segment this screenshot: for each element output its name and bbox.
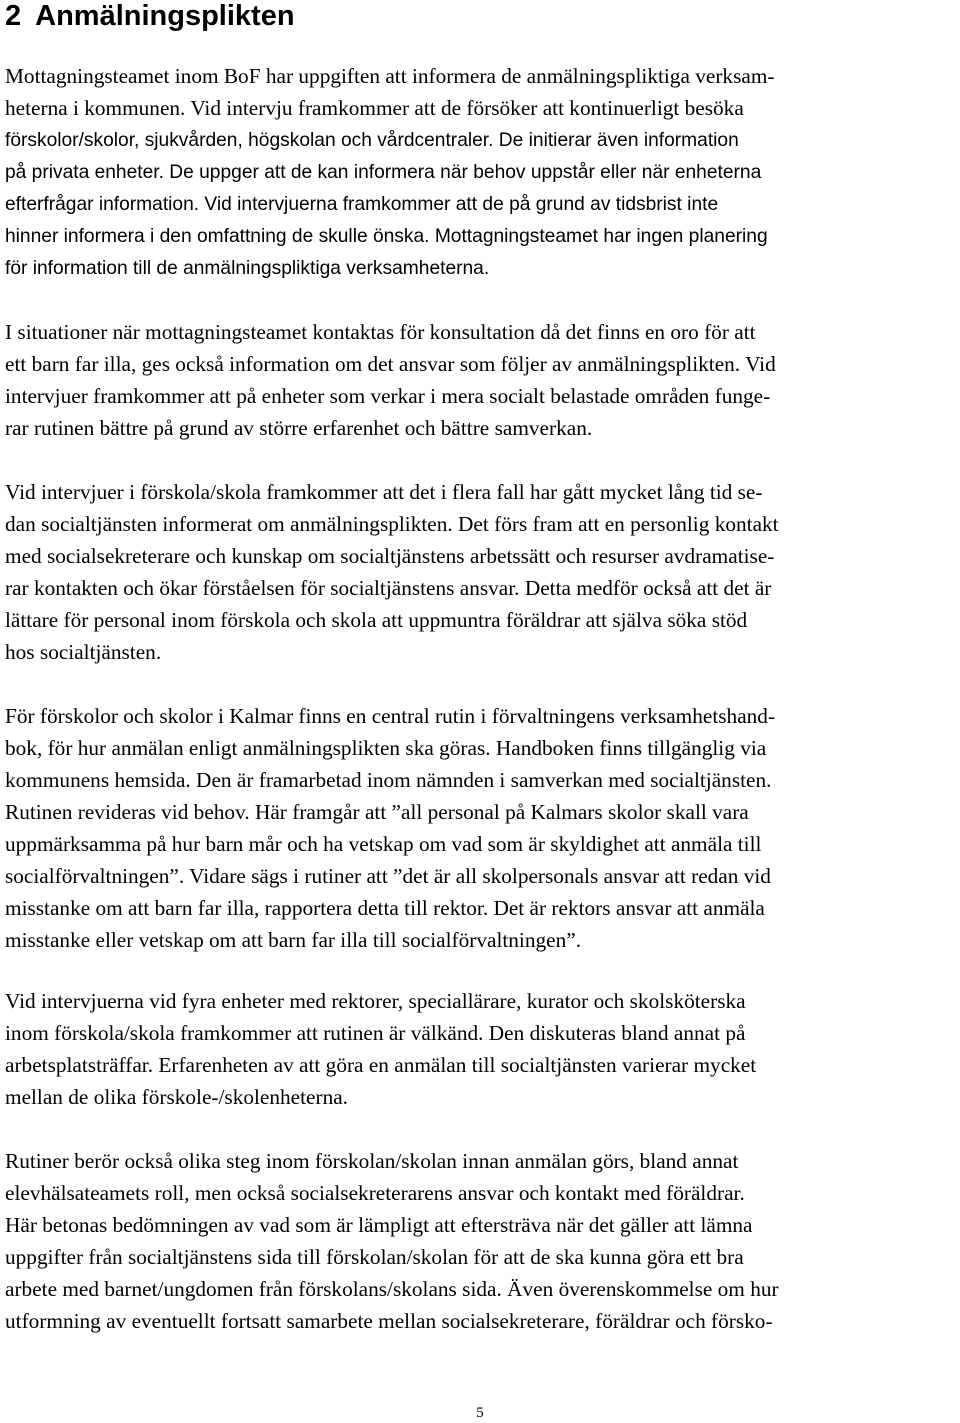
text-line: arbete med barnet/ungdomen från förskolans/skolans sida. Även överenskommelse om hur [5,1277,779,1301]
text-line: Vid intervjuer i förskola/skola framkommer att det i flera fall har gått mycket lång tid se- [5,480,763,504]
paragraph-6 [5,1145,960,1337]
paragraph-4 [5,700,960,956]
text-line: Här betonas bedömningen av vad som är lämpligt att eftersträva när det gäller att lämna [5,1213,753,1237]
paragraph-1b [5,125,960,285]
text-line: uppmärksamma på hur barn mår och ha vetskap om vad som är skyldighet att anmäla till [5,832,762,856]
text-line: ett barn far illa, ges också information om det ansvar som följer av anmälningsplikten. Vid [5,352,776,376]
text-line: Vid intervjuerna vid fyra enheter med rektorer, speciallärare, kurator och skolsköterska [5,989,746,1013]
text-line: dan socialtjänsten informerat om anmälningsplikten. Det förs fram att en personlig kontakt [5,512,779,536]
text-line: utformning av eventuellt fortsatt samarbete mellan socialsekreterare, föräldrar och försko- [5,1309,773,1333]
text-line: förskolor/skolor, sjukvården, högskolan och vårdcentraler. De initierar även information [5,130,739,151]
text-line: på privata enheter. De uppger att de kan informera när behov uppstår eller när enheterna [5,162,762,183]
text-line: rar kontakten och ökar förståelsen för socialtjänstens ansvar. Detta medför också att det är [5,576,772,600]
text-line: För förskolor och skolor i Kalmar finns en central rutin i förvaltningens verksamhetshand- [5,704,776,728]
text-line: hinner informera i den omfattning de skulle önska. Mottagningsteamet har ingen planering [5,226,768,247]
text-line: bok, för hur anmälan enligt anmälningsplikten ska göras. Handboken finns tillgänglig via [5,736,767,760]
text-line: med socialsekreterare och kunskap om socialtjänstens arbetssätt och resurser avdramatise- [5,544,775,568]
text-line: Rutinen revideras vid behov. Här framgår att ”all personal på Kalmars skolor skall vara [5,800,749,824]
text-line: rar rutinen bättre på grund av större erfarenhet och bättre samverkan. [5,416,593,440]
text-line: Mottagningsteamet inom BoF har uppgiften att informera de anmälningspliktiga verksam- [5,64,775,88]
section-title: Anmälningsplikten [35,0,295,32]
text-line: för information till de anmälningspliktiga verksamheterna. [5,258,490,279]
text-line: heterna i kommunen. Vid intervju framkommer att de försöker att kontinuerligt besöka [5,96,744,120]
text-line: uppgifter från socialtjänstens sida till förskolan/skolan för att de ska kunna göra ett bra [5,1245,744,1269]
page-number: 5 [476,1405,484,1421]
paragraph-1a [5,60,960,124]
text-line: elevhälsateamets roll, men också socialsekreterarens ansvar och kontakt med föräldrar. [5,1181,745,1205]
paragraph-2 [5,316,960,444]
text-line: lättare för personal inom förskola och skola att uppmuntra föräldrar att själva söka stöd [5,608,748,632]
text-line: I situationer när mottagningsteamet kontaktas för konsultation då det finns en oro för att [5,320,756,344]
text-line: inom förskola/skola framkommer att rutinen är välkänd. Den diskuteras bland annat på [5,1021,746,1045]
text-line: kommunens hemsida. Den är framarbetad inom nämnden i samverkan med socialtjänsten. [5,768,772,792]
text-line: arbetsplatsträffar. Erfarenheten av att göra en anmälan till socialtjänsten varierar mycket [5,1053,757,1077]
text-line: misstanke eller vetskap om att barn far illa till socialförvaltningen”. [5,928,582,952]
text-line: socialförvaltningen”. Vidare sägs i rutiner att ”det är all skolpersonals ansvar att redan vid [5,864,771,888]
paragraph-3 [5,476,960,668]
text-line: intervjuer framkommer att på enheter som verkar i mera socialt belastade områden funge- [5,384,771,408]
section-heading [5,0,295,33]
text-line: efterfrågar information. Vid intervjuerna framkommer att de på grund av tidsbrist inte [5,194,719,215]
text-line: mellan de olika förskole-/skolenheterna. [5,1085,348,1109]
text-line: misstanke om att barn far illa, rapportera detta till rektor. Det är rektors ansvar att anmäla [5,896,765,920]
text-line: hos socialtjänsten. [5,640,162,664]
paragraph-5 [5,985,960,1113]
text-line: Rutiner berör också olika steg inom förskolan/skolan innan anmälan görs, bland annat [5,1149,739,1173]
section-number: 2 [5,0,22,32]
